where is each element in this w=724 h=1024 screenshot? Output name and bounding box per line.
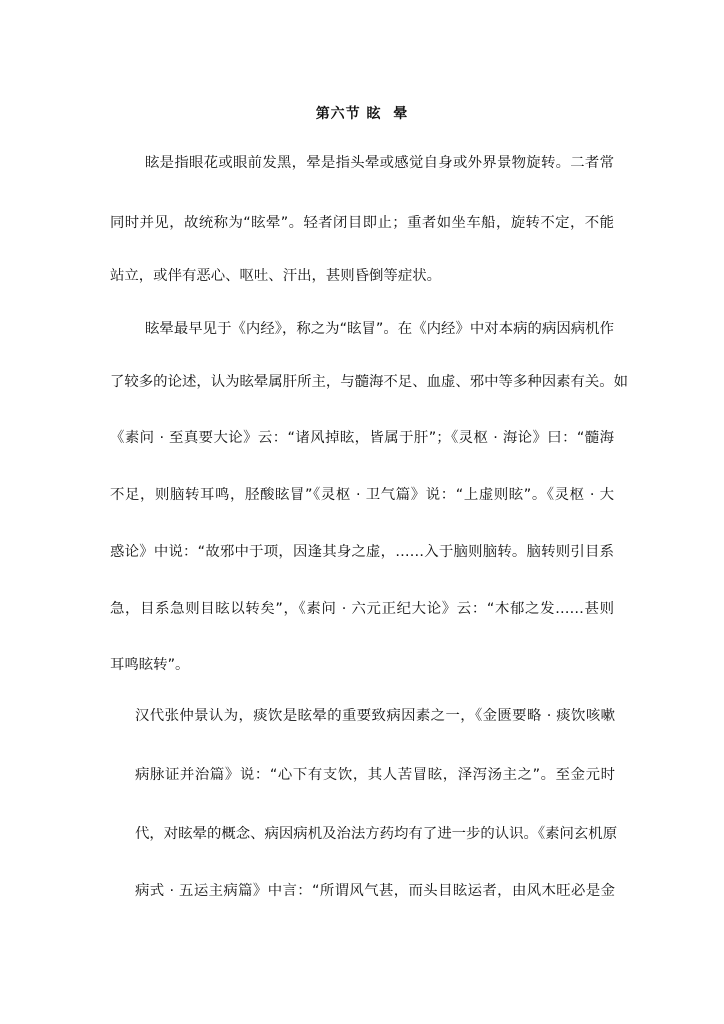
paragraph-3-line-4: 病式 · 五运主病篇》中言：“所谓风气甚，而头目眩运者，由风木旺必是金 bbox=[135, 883, 615, 899]
paragraph-3-line-1: 汉代张仲景认为，痰饮是眩晕的重要致病因素之一，《金匮要略 · 痰饮咳嗽 bbox=[135, 708, 615, 724]
paragraph-2-line-7: 耳鸣眩转”。 bbox=[110, 657, 190, 673]
paragraph-2-line-4: 不足，则脑转耳鸣，胫酸眩冒”《灵枢 · 卫气篇》说：“上虚则眩”。《灵枢 · 大 bbox=[110, 487, 614, 503]
paragraph-2-line-6: 急，目系急则目眩以转矣”，《素问 · 六元正纪大论》云：“木郁之发……甚则 bbox=[110, 601, 614, 617]
paragraph-1-line-1: 眩是指眼花或眼前发黑，晕是指头晕或感觉自身或外界景物旋转。二者常 bbox=[145, 155, 614, 171]
paragraph-2-line-3: 《素问 · 至真要大论》云：“诸风掉眩，皆属于肝”；《灵枢 · 海论》曰：“髓海 bbox=[110, 430, 614, 446]
paragraph-2-line-1: 眩晕最早见于《内经》，称之为“眩冒”。在《内经》中对本病的病因病机作 bbox=[145, 321, 614, 337]
section-title: 第六节 眩 晕 bbox=[315, 106, 409, 122]
paragraph-1-line-2: 同时并见，故统称为“眩晕”。轻者闭目即止；重者如坐车船，旋转不定，不能 bbox=[110, 215, 614, 231]
paragraph-1-line-3: 站立，或伴有恶心、呕吐、汗出，甚则昏倒等症状。 bbox=[110, 268, 441, 284]
paragraph-3-line-3: 代，对眩晕的概念、病因病机及治法方药均有了进一步的认识。《素问玄机原 bbox=[135, 826, 618, 842]
paragraph-2-line-2: 了较多的论述，认为眩晕属肝所主，与髓海不足、血虚、邪中等多种因素有关。如 bbox=[110, 374, 629, 390]
paragraph-2-line-5: 惑论》中说：“故邪中于项，因逢其身之虚，……入于脑则脑转。脑转则引目系 bbox=[110, 544, 614, 560]
paragraph-3-line-2: 病脉证并治篇》说：“心下有支饮，其人苦冒眩，泽泻汤主之”。至金元时 bbox=[135, 767, 615, 783]
